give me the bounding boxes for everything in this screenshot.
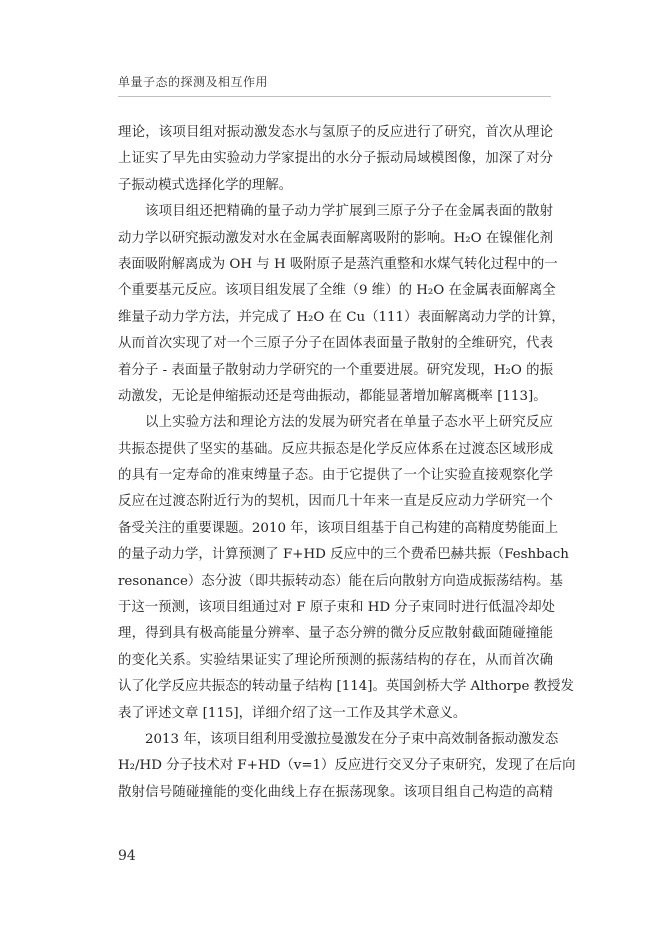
text-line: 共振态提供了坚实的基础。反应共振态是化学反应体系在过渡态区域形成	[118, 441, 553, 457]
text-line: 的具有一定寿命的准束缚量子态。由于它提供了一个让实验直接观察化学	[118, 468, 553, 484]
header-rule	[118, 96, 551, 97]
text-line: 个重要基元反应。该项目组发展了全维（9 维）的 H₂O 在金属表面解离全	[118, 283, 556, 299]
text-line: 上证实了早先由实验动力学家提出的水分子振动局域模图像，加深了对分	[118, 151, 553, 167]
text-line: 维量子动力学方法，并完成了 H₂O 在 Cu（111）表面解离动力学的计算，	[118, 309, 565, 325]
text-line: 着分子 - 表面量子散射动力学研究的一个重要进展。研究发现，H₂O 的振	[118, 362, 553, 378]
text-line: 子振动模式选择化学的理解。	[118, 177, 293, 193]
text-line: 从而首次实现了对一个三原子分子在固体表面量子散射的全维研究，代表	[118, 336, 553, 352]
text-line: H₂/HD 分子技术对 F+HD（v=1）反应进行交叉分子束研究，发现了在后向	[118, 758, 576, 774]
text-line: 表了评述文章 [115]，详细介绍了这一工作及其学术意义。	[118, 705, 467, 721]
body-text	[118, 120, 576, 806]
page-number: 94	[118, 848, 136, 864]
text-line: 2013 年，该项目组利用受激拉曼激发在分子束中高效制备振动激发态	[145, 731, 559, 747]
text-line: 动力学以研究振动激发对水在金属表面解离吸附的影响。H₂O 在镍催化剂	[118, 230, 553, 246]
text-line: 该项目组还把精确的量子动力学扩展到三原子分子在金属表面的散射	[145, 204, 553, 220]
text-line: 认了化学反应共振态的转动量子结构 [114]。英国剑桥大学 Althorpe 教授发	[118, 679, 574, 695]
text-line: 于这一预测，该项目组通过对 F 原子束和 HD 分子束同时进行低温冷却处	[118, 600, 556, 616]
running-head: 单量子态的探测及相互作用	[118, 75, 269, 89]
text-line: 散射信号随碰撞能的变化曲线上存在振荡现象。该项目组自己构造的高精	[118, 784, 553, 800]
text-line: 理论，该项目组对振动激发态水与氢原子的反应进行了研究，首次从理论	[118, 125, 553, 140]
text-line: 理，得到具有极高能量分辨率、量子态分辨的微分反应散射截面随碰撞能	[118, 626, 553, 642]
text-line: 以上实验方法和理论方法的发展为研究者在单量子态水平上研究反应	[145, 415, 553, 431]
text-line: 的变化关系。实验结果证实了理论所预测的振荡结构的存在，从而首次确	[118, 652, 553, 668]
text-line: 表面吸附解离成为 OH 与 H 吸附原子是蒸汽重整和水煤气转化过程中的一	[118, 256, 558, 272]
text-line: resonance）态分波（即共振转动态）能在后向散射方向造成振荡结构。基	[118, 573, 563, 589]
text-line: 的量子动力学，计算预测了 F+HD 反应中的三个费希巴赫共振（Feshbach	[118, 547, 569, 563]
text-line: 动激发，无论是伸缩振动还是弯曲振动，都能显著增加解离概率 [113]。	[118, 388, 547, 404]
text-line: 反应在过渡态附近行为的契机，因而几十年来一直是反应动力学研究一个	[118, 494, 553, 510]
text-line: 备受关注的重要课题。2010 年，该项目组基于自己构建的高精度势能面上	[118, 520, 559, 536]
